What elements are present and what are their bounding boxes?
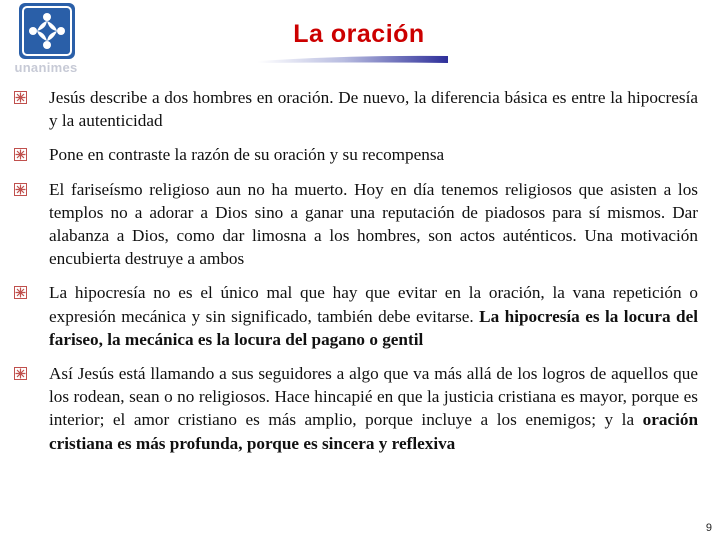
- bullet-bold-text: oración cristiana es más profunda, porque es sincera y reflexiva: [49, 410, 698, 453]
- bullet-square-icon: [14, 148, 27, 161]
- logo-badge-icon: [18, 2, 76, 60]
- bullet-text: La hipocresía no es el único mal que hay que evitar en la oración, la vana repetición o expresión mecánica y sin significado, también debe evitarse.: [49, 283, 698, 326]
- bullet-text: Así Jesús está llamando a sus seguidores a algo que va más allá de los logros de aquellos que los rodean, sean o no religiosos. Hace hincapié en que la justicia cristiana es mayor, porque es interior; el amor cristiano es más amplio, porque incluye a los enemigos; y la: [49, 364, 698, 430]
- bullet-item: [12, 86, 698, 132]
- logo-text: unanimes: [14, 60, 78, 75]
- bullet-square-icon: [14, 183, 27, 196]
- bullet-item: [12, 281, 698, 351]
- bullet-text: Jesús describe a dos hombres en oración. De nuevo, la diferencia básica es entre la hipocresía y la autenticidad: [49, 88, 698, 131]
- bullet-text: El fariseísmo religioso aun no ha muerto. Hoy en día tenemos religiosos que asisten a los templos no a adorar a Dios sino a ganar una reputación de piadosos para sí mismos. Dar alabanza a Dios, como dar limosna a los hombres, son actos auténticos. Una motivación encubierta destruye a ambos: [49, 179, 698, 269]
- bullet-item: [12, 178, 698, 271]
- bullet-text: Pone en contraste la razón de su oración y su recompensa: [49, 145, 445, 165]
- bullet-bold-text: La hipocresía es la locura del fariseo, la mecánica es la locura del pagano o gentil: [49, 306, 698, 349]
- bullet-square-icon: [14, 91, 27, 104]
- bullet-list: [12, 86, 698, 466]
- bullet-item: [12, 362, 698, 455]
- page-title: La oración: [293, 20, 425, 48]
- bullet-square-icon: [14, 286, 27, 299]
- bullet-square-icon: [14, 367, 27, 380]
- title-underline: [258, 55, 448, 64]
- bullet-item: [12, 143, 698, 166]
- logo: [8, 2, 84, 76]
- page-number: 9: [705, 522, 712, 534]
